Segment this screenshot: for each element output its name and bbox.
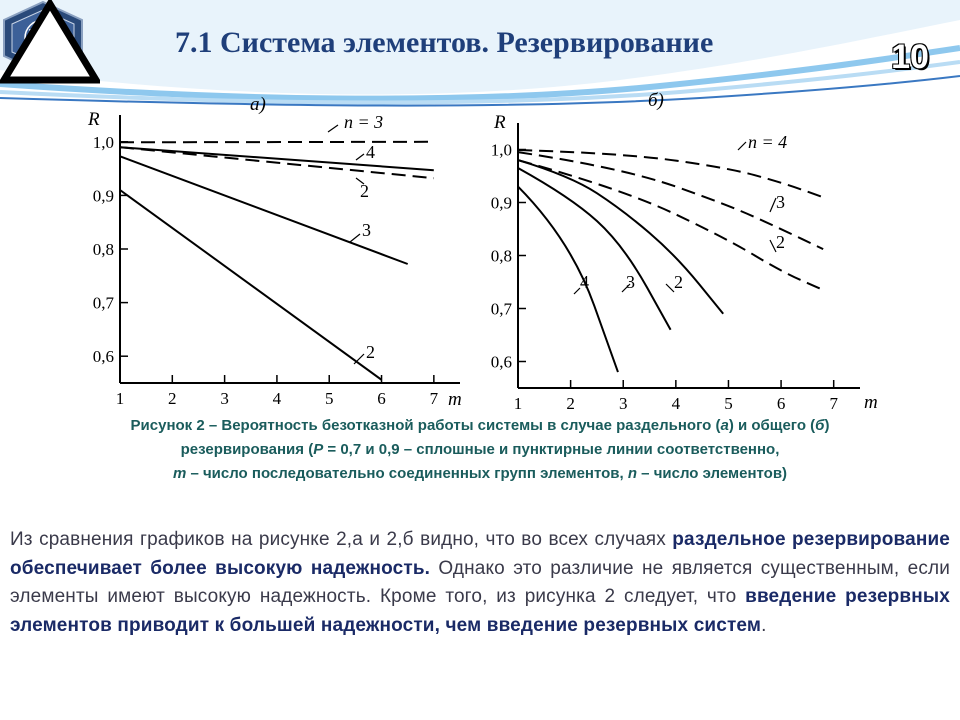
caption-line-2 (30, 438, 930, 462)
series-label: 3 (776, 192, 785, 212)
series-line (120, 147, 434, 170)
x-tick-label: 6 (776, 394, 786, 413)
y-tick-label: 1,0 (490, 140, 512, 160)
series-line (120, 190, 382, 380)
chart-separate-redundancy (60, 90, 480, 415)
series-leader-line (356, 154, 364, 160)
caption-text: m (172, 465, 187, 482)
caption-text: ) (824, 417, 830, 434)
series-label: 2 (674, 272, 683, 292)
x-tick-label: 4 (272, 389, 282, 408)
body-text: Из сравнения графиков на рисунке 2,а и 2,б видно, что во всех случаях (10, 529, 673, 550)
x-tick-label: 1 (513, 394, 523, 413)
chart-a-axes (120, 115, 460, 383)
y-tick-label: 0,8 (92, 240, 114, 259)
x-tick-label: 1 (115, 389, 125, 408)
chart-a-panel-label: а) (250, 94, 266, 115)
chart-b-panel-label: б) (648, 90, 664, 111)
series-leader-line (328, 125, 338, 132)
y-tick-label: 0,7 (490, 299, 512, 319)
x-tick-label: 7 (429, 389, 439, 408)
y-tick-label: 1,0 (92, 132, 114, 152)
caption-text: ) и общего ( (728, 417, 816, 434)
slide-number: 10 (891, 38, 929, 76)
figure-caption (30, 414, 930, 486)
chart-b-x-axis-label: m (864, 392, 878, 413)
series-label: 3 (362, 220, 371, 240)
series-label: 2 (360, 181, 369, 201)
caption-text: – число элементов) (637, 465, 788, 482)
caption-line-3 (30, 462, 930, 486)
series-label: 2 (366, 342, 375, 362)
x-tick-label: 3 (618, 394, 628, 413)
series-line (120, 142, 434, 143)
caption-text: = 0,7 и 0,9 – сплошные и пунктирные линии соответственно, (323, 441, 780, 458)
x-tick-label: 5 (324, 389, 334, 408)
series-line (518, 160, 823, 290)
chart-general-redundancy (470, 88, 890, 418)
series-label: 3 (626, 272, 635, 292)
caption-text: б (815, 417, 825, 434)
series-label: n = 3 (344, 112, 384, 132)
chart-b-y-axis-label: R (494, 112, 506, 133)
y-tick-label: 0,8 (490, 246, 512, 266)
slide-title: 7.1 Система элементов. Резервирование (175, 26, 714, 59)
series-line (120, 156, 408, 264)
series-leader-line (738, 142, 746, 150)
caption-text: Рисунок 2 – Вероятность безотказной работы системы в случае раздельного ( (130, 417, 721, 434)
caption-text: n (627, 465, 638, 482)
series-label: 4 (580, 272, 589, 292)
caption-text: резервирования ( (180, 441, 314, 458)
y-tick-label: 0,9 (490, 193, 512, 213)
caption-line-1 (30, 414, 930, 438)
caption-text: Р (313, 441, 324, 458)
series-leader-line (666, 284, 674, 292)
y-tick-label: 0,6 (490, 352, 512, 372)
caption-text: а (720, 417, 729, 434)
series-label: n = 4 (748, 132, 788, 152)
body-emphasis: раздельное резервирование обеспечивает более высокую надежность. (10, 529, 950, 579)
chart-a-x-axis-label: m (448, 389, 462, 410)
caption-text: – число последовательно соединенных групп элементов, (186, 465, 628, 482)
x-tick-label: 4 (671, 394, 681, 413)
x-tick-label: 7 (829, 394, 838, 413)
y-tick-label: 0,7 (92, 293, 114, 313)
warning-triangle-icon (0, 0, 100, 84)
body-paragraph (10, 526, 950, 640)
series-label: 4 (366, 142, 375, 162)
body-text: Однако это различие не является существенным, если элементы имеют высокую надежность. Кроме того, из рисунка 2 следует, что (10, 557, 950, 607)
chart-a-y-axis-label: R (88, 109, 100, 130)
x-tick-label: 6 (377, 389, 386, 408)
x-tick-label: 5 (724, 394, 733, 413)
y-tick-label: 0,9 (92, 186, 114, 206)
series-leader-line (350, 234, 360, 242)
body-emphasis: введение резервных элементов приводит к большей надежности, чем введение резервных систем (10, 586, 950, 636)
body-text: . (761, 614, 767, 636)
x-tick-label: 2 (168, 389, 177, 408)
y-tick-label: 0,6 (92, 347, 114, 367)
series-line (518, 160, 723, 314)
series-line (518, 187, 618, 373)
series-label: 2 (776, 232, 785, 252)
x-tick-label: 3 (220, 389, 229, 408)
x-tick-label: 2 (566, 394, 575, 413)
